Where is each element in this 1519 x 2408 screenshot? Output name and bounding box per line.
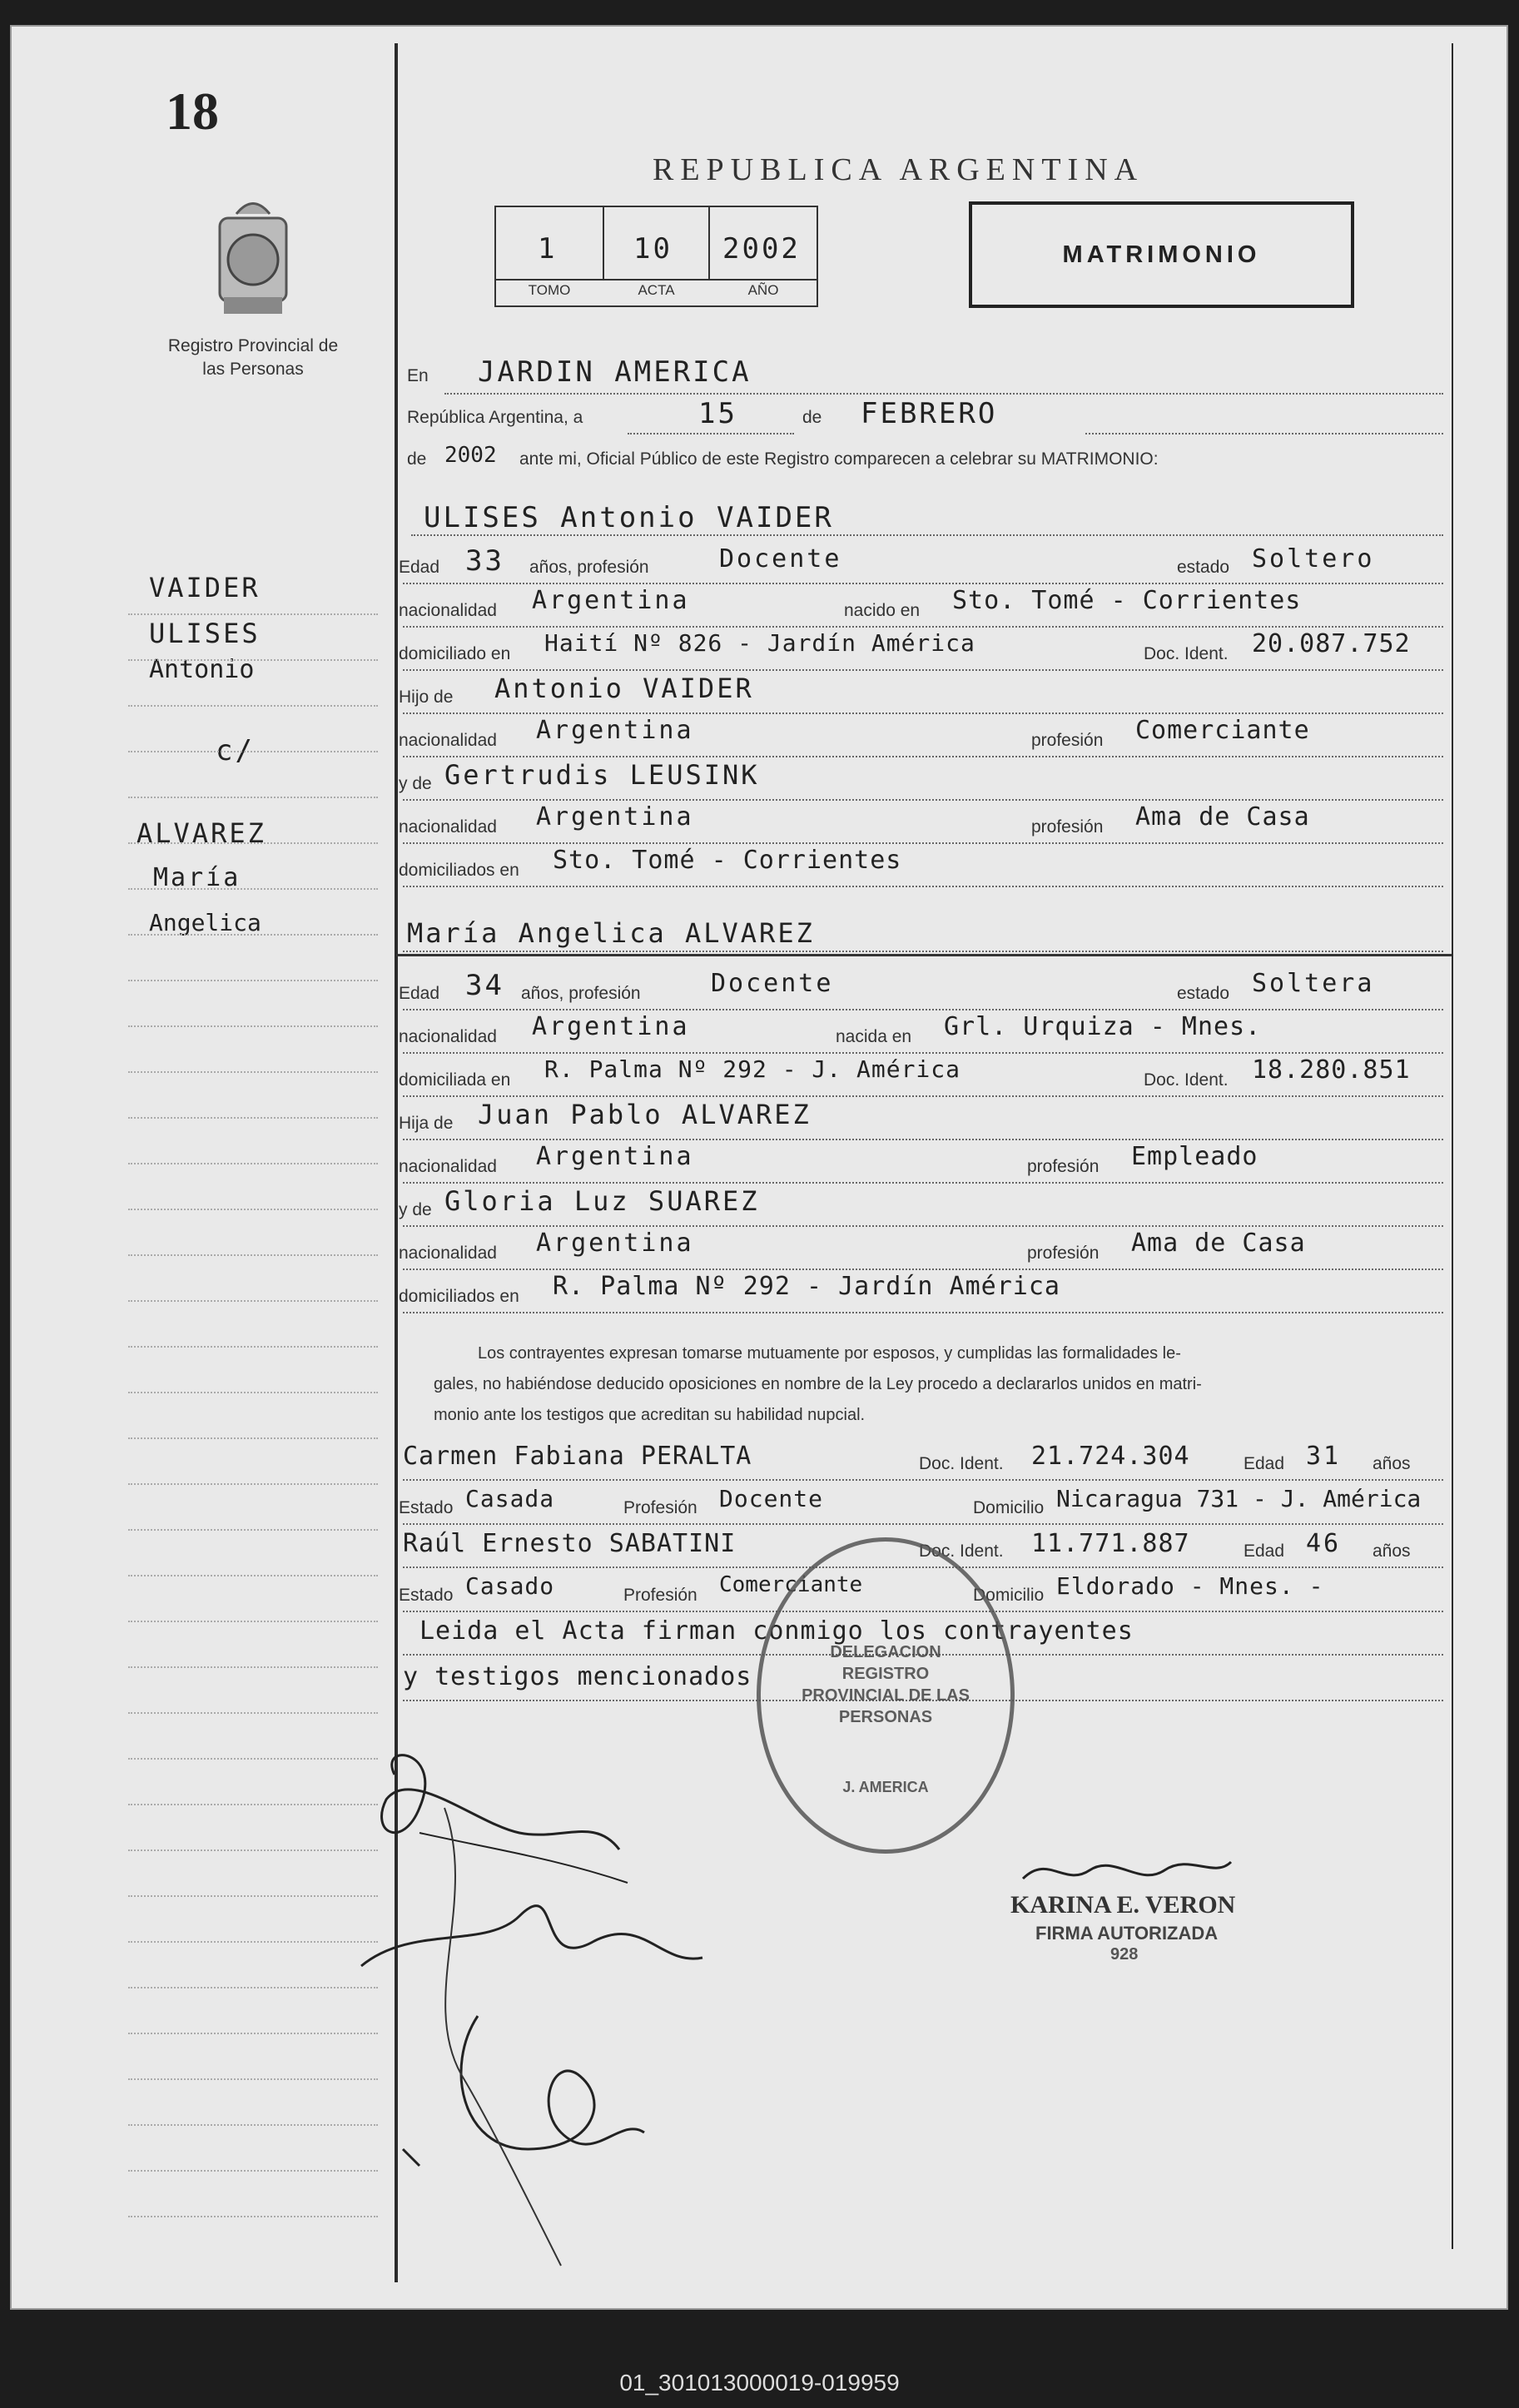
- bride-yde-label: y de: [399, 1200, 432, 1219]
- signatures-drawing: [345, 1716, 811, 2299]
- country-title: REPUBLICA ARGENTINA: [653, 152, 1144, 187]
- bride-nacida-label: nacida en: [836, 1027, 912, 1046]
- witness1-name: Carmen Fabiana PERALTA: [403, 1442, 752, 1471]
- ano-label: AÑO: [747, 282, 779, 298]
- bride-estado-label: estado: [1177, 984, 1230, 1003]
- witness2-prof-label: Profesión: [623, 1586, 697, 1605]
- bride-hija-label: Hija de: [399, 1114, 454, 1133]
- legal-text-line-2: gales, no habiéndose deducido oposiciones en nombre de la Ley procedo a declararlos unidos en matri-: [434, 1375, 1202, 1393]
- legal-text-line-3: monio ante los testigos que acreditan su habilidad nupcial.: [434, 1406, 866, 1424]
- margin-groom-names-2: Antonio: [149, 655, 255, 684]
- witness2-doc: 11.771.887: [1031, 1529, 1190, 1558]
- groom-fprof-label: profesión: [1031, 731, 1104, 750]
- groom-pdomic-label: domiciliados en: [399, 861, 519, 880]
- bride-full-name: María Angelica ALVAREZ: [407, 917, 815, 949]
- official-number: 928: [1110, 1945, 1139, 1964]
- register-page: [10, 25, 1508, 2310]
- bride-fprof-label: profesión: [1027, 1157, 1100, 1176]
- margin-bride-names-1: María: [153, 863, 241, 892]
- groom-profession: Docente: [719, 544, 842, 573]
- bride-profession: Docente: [711, 969, 834, 998]
- ante-label: ante mi, Oficial Público de este Registro comparecen a celebrar su MATRIMONIO:: [519, 449, 1159, 469]
- republica-label: República Argentina, a: [407, 408, 583, 427]
- groom-doc-label: Doc. Ident.: [1144, 644, 1229, 663]
- official-title: FIRMA AUTORIZADA: [1035, 1923, 1219, 1944]
- groom-mother: Gertrudis LEUSINK: [444, 759, 760, 791]
- groom-father: Antonio VAIDER: [494, 673, 754, 704]
- margin-bride-surname: ALVAREZ: [137, 817, 266, 849]
- ano-value: 2002: [722, 232, 801, 266]
- witness2-status: Casado: [465, 1572, 555, 1600]
- witness2-age: 46: [1306, 1529, 1342, 1558]
- bride-mother-prof: Ama de Casa: [1131, 1229, 1306, 1258]
- file-caption: 01_301013000019-019959: [619, 2370, 900, 2396]
- groom-full-name: ULISES Antonio VAIDER: [424, 501, 834, 534]
- bride-doc: 18.280.851: [1252, 1055, 1411, 1085]
- bride-doc-label: Doc. Ident.: [1144, 1070, 1229, 1090]
- groom-father-nat: Argentina: [536, 716, 694, 745]
- groom-yde-label: y de: [399, 774, 432, 793]
- witness1-prof-label: Profesión: [623, 1498, 697, 1517]
- groom-age: 33: [465, 544, 504, 578]
- bride-domic-label: domiciliada en: [399, 1070, 511, 1090]
- bride-nat-label: nacionalidad: [399, 1027, 497, 1046]
- groom-address: Haití Nº 826 - Jardín América: [544, 629, 975, 657]
- bride-mother-nat: Argentina: [536, 1229, 694, 1258]
- right-vertical-line: [1452, 43, 1453, 2249]
- year-value: 2002: [444, 443, 497, 468]
- bride-edad-label: Edad: [399, 984, 440, 1003]
- witness2-name: Raúl Ernesto SABATINI: [403, 1529, 737, 1558]
- witness1-domic-label: Domicilio: [973, 1498, 1045, 1517]
- coat-of-arms-icon: [203, 193, 303, 326]
- groom-mprof-label: profesión: [1031, 817, 1104, 837]
- bride-father: Juan Pablo ALVAREZ: [478, 1099, 812, 1130]
- acta-value: 10: [633, 232, 673, 266]
- groom-mnat-label: nacionalidad: [399, 817, 497, 837]
- witness2-domic-label: Domicilio: [973, 1586, 1045, 1605]
- day-value: 15: [698, 397, 737, 430]
- witness1-status: Casada: [465, 1485, 555, 1512]
- groom-status: Soltero: [1252, 544, 1375, 573]
- legal-text-line-1: Los contrayentes expresan tomarse mutuamente por esposos, y cumplidas las formalidades le-: [478, 1344, 1181, 1363]
- stamp-text: DELEGACION REGISTRO PROVINCIAL DE LAS PERSONAS: [802, 1643, 970, 1726]
- groom-doc: 20.087.752: [1252, 629, 1411, 658]
- bride-mprof-label: profesión: [1027, 1244, 1100, 1263]
- groom-anos-label: años, profesión: [529, 558, 649, 577]
- official-name: KARINA E. VERON: [1010, 1891, 1236, 1919]
- bride-nationality: Argentina: [532, 1012, 690, 1041]
- groom-nacido-label: nacido en: [844, 601, 921, 620]
- groom-hijo-label: Hijo de: [399, 688, 454, 707]
- tomo-value: 1: [538, 232, 558, 266]
- groom-mother-prof: Ama de Casa: [1135, 802, 1310, 832]
- act-type-label: MATRIMONIO: [1062, 241, 1261, 268]
- witness2-address: Eldorado - Mnes. -: [1056, 1572, 1324, 1600]
- official-signature: [1015, 1845, 1239, 1895]
- bride-parents-address: R. Palma Nº 292 - Jardín América: [553, 1272, 1060, 1301]
- groom-domic-label: domiciliado en: [399, 644, 511, 663]
- groom-birthplace: Sto. Tomé - Corrientes: [952, 586, 1302, 615]
- act-type-box: [969, 201, 1354, 308]
- bride-pdomic-label: domiciliados en: [399, 1287, 519, 1306]
- margin-connector: c/: [216, 734, 255, 767]
- groom-nat-label: nacionalidad: [399, 601, 497, 620]
- witness1-anos-label: años: [1373, 1454, 1411, 1473]
- groom-nationality: Argentina: [532, 586, 690, 615]
- closing-line-1: Leida el Acta firman conmigo los contrayentes: [419, 1616, 1134, 1646]
- tomo-label: TOMO: [528, 282, 571, 298]
- stamp-place: J. AMERICA: [842, 1779, 929, 1795]
- bride-anos-label: años, profesión: [521, 984, 641, 1003]
- groom-fnat-label: nacionalidad: [399, 731, 497, 750]
- margin-groom-surname: VAIDER: [149, 572, 261, 603]
- en-label: En: [407, 366, 429, 385]
- groom-edad-label: Edad: [399, 558, 440, 577]
- groom-estado-label: estado: [1177, 558, 1230, 577]
- closing-line-2: y testigos mencionados: [403, 1662, 752, 1691]
- place-value: JARDIN AMERICA: [478, 355, 752, 389]
- act-number-box: [494, 206, 818, 307]
- witness2-doc-label: Doc. Ident.: [919, 1542, 1004, 1561]
- bride-status: Soltera: [1252, 969, 1375, 998]
- bride-father-prof: Empleado: [1131, 1142, 1258, 1171]
- month-value: FEBRERO: [861, 397, 998, 430]
- witness1-doc-label: Doc. Ident.: [919, 1454, 1004, 1473]
- bride-mother: Gloria Luz SUAREZ: [444, 1185, 760, 1217]
- witness2-profession: Comerciante: [719, 1572, 863, 1597]
- bride-address: R. Palma Nº 292 - J. América: [544, 1055, 961, 1083]
- groom-mother-nat: Argentina: [536, 802, 694, 832]
- registry-name: Registro Provincial de las Personas: [167, 336, 339, 379]
- margin-groom-names-1: ULISES: [149, 618, 261, 649]
- witness2-edad-label: Edad: [1243, 1542, 1285, 1561]
- margin-bride-names-2: Angelica: [149, 909, 261, 936]
- witness1-age: 31: [1306, 1442, 1342, 1471]
- witness2-anos-label: años: [1373, 1542, 1411, 1561]
- de2-label: de: [407, 449, 427, 469]
- groom-parents-address: Sto. Tomé - Corrientes: [553, 846, 902, 875]
- witness2-estado-label: Estado: [399, 1586, 454, 1605]
- de-label: de: [802, 408, 822, 427]
- witness1-doc: 21.724.304: [1031, 1442, 1190, 1471]
- bride-fnat-label: nacionalidad: [399, 1157, 497, 1176]
- page-number: 18: [166, 82, 219, 141]
- bride-age: 34: [465, 969, 504, 1002]
- witness1-estado-label: Estado: [399, 1498, 454, 1517]
- witness1-profession: Docente: [719, 1485, 824, 1512]
- witness1-edad-label: Edad: [1243, 1454, 1285, 1473]
- bride-birthplace: Grl. Urquiza - Mnes.: [944, 1012, 1262, 1041]
- acta-label: ACTA: [638, 282, 675, 298]
- bride-mnat-label: nacionalidad: [399, 1244, 497, 1263]
- groom-father-prof: Comerciante: [1135, 716, 1310, 745]
- bride-father-nat: Argentina: [536, 1142, 694, 1171]
- witness1-address: Nicaragua 731 - J. América: [1056, 1485, 1422, 1512]
